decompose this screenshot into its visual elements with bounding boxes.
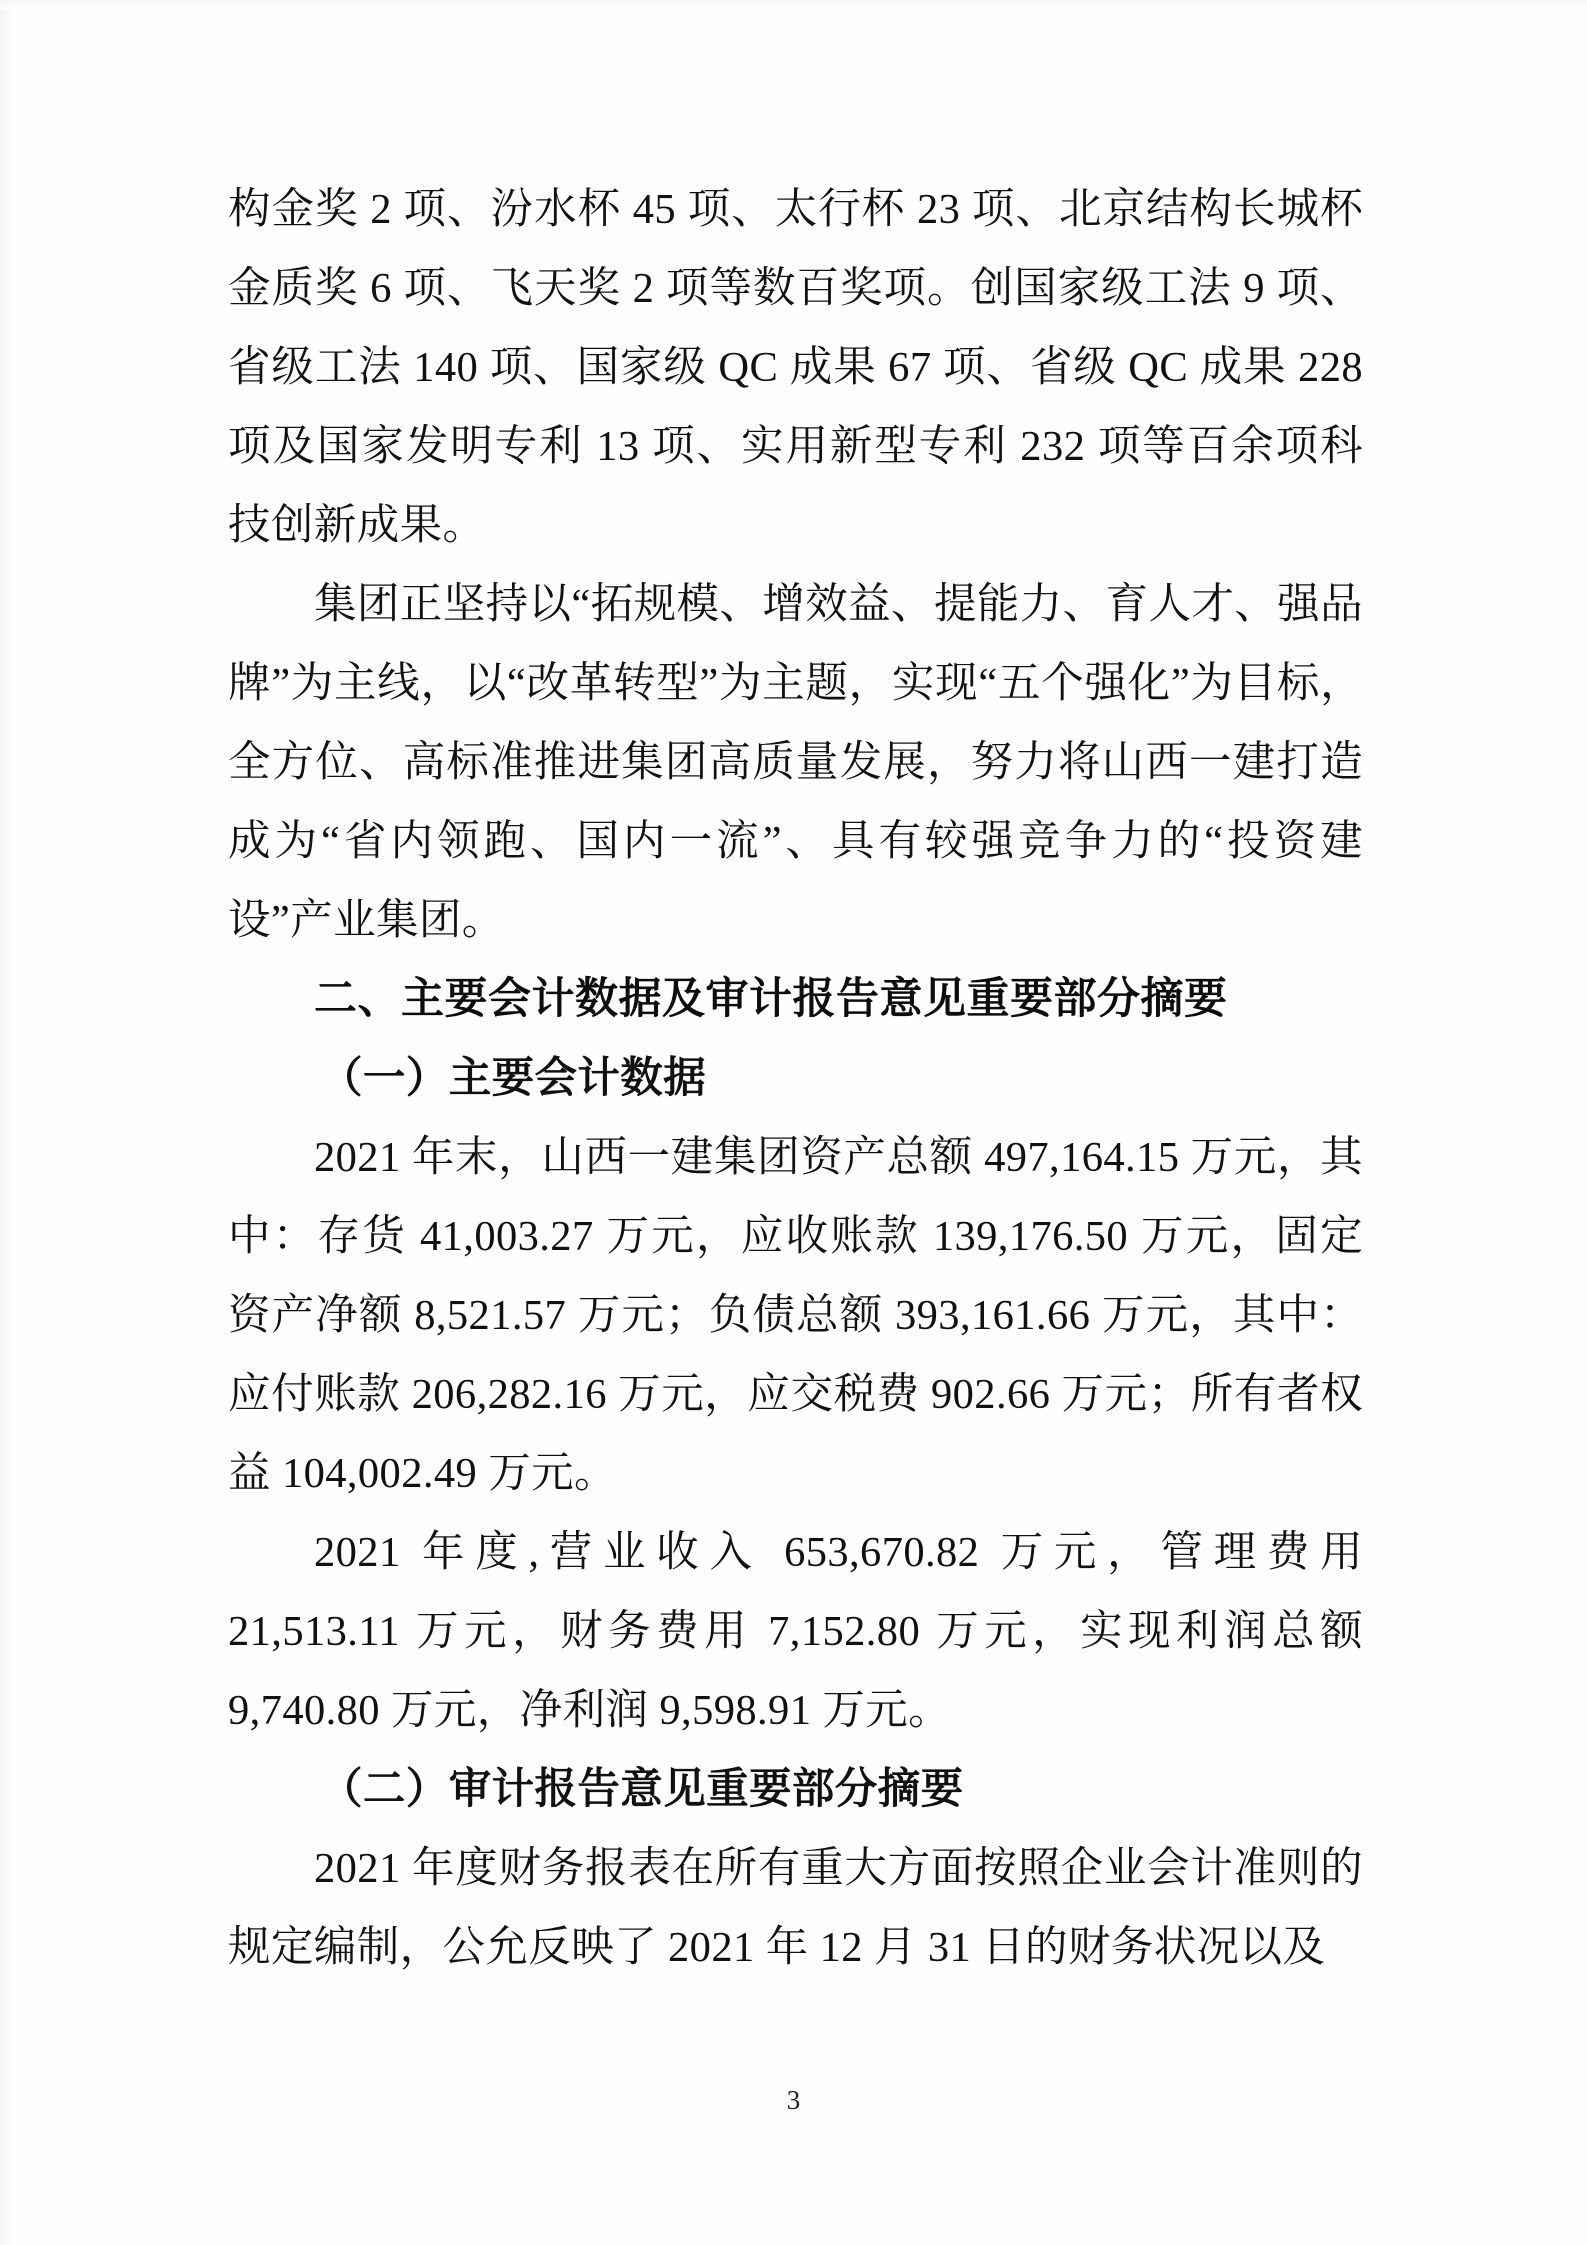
paragraph-balance-sheet: 2021 年末，山西一建集团资产总额 497,164.15 万元，其中：存货 41,003.27 万元，应收账款 139,176.50 万元，固定资产净额 8,521.57 万元；负债总额 393,161.66 万元，其中：应付账款 206,282.16 万元，应交税费 902.66 万元；所有者权益 104,002.49 万元。 [228, 1134, 1363, 1497]
scan-edge-top [0, 0, 1587, 10]
paragraph-income-statement: 2021 年度,营业收入 653,670.82 万元，管理费用 21,513.11 万元，财务费用 7,152.80 万元，实现利润总额 9,740.80 万元，净利润 9,598.91 万元。 [228, 1529, 1363, 1734]
subsection-heading-two: （二）审计报告意见重要部分摘要 [320, 1766, 964, 1813]
paragraph-awards: 构金奖 2 项、汾水杯 45 项、太行杯 23 项、北京结构长城杯金质奖 6 项、飞天奖 2 项等数百奖项。创国家级工法 9 项、省级工法 140 项、国家级 QC 成果 67 项、省级 QC 成果 228 项及国家发明专利 13 项、实用新型专利 232 项等百余项科技创新成果。 [228, 186, 1363, 549]
page-content [228, 170, 1363, 1987]
page-number: 3 [786, 2085, 801, 2115]
paragraph-strategy: 集团正坚持以“拓规模、增效益、提能力、育人才、强品牌”为主线，以“改革转型”为主题，实现“五个强化”为目标，全方位、高标准推进集团高质量发展，努力将山西一建打造成为“省内领跑、国内一流”、具有较强竞争力的“投资建设”产业集团。 [228, 581, 1363, 944]
subsection-heading-one: （一）主要会计数据 [320, 1055, 707, 1102]
section-heading-two: 二、主要会计数据及审计报告意见重要部分摘要 [314, 975, 1228, 1023]
scan-edge-left [0, 0, 14, 2245]
paragraph-audit-opinion: 2021 年度财务报表在所有重大方面按照企业会计准则的规定编制，公允反映了 2021 年 12 月 31 日的财务状况以及 [228, 1845, 1363, 1971]
